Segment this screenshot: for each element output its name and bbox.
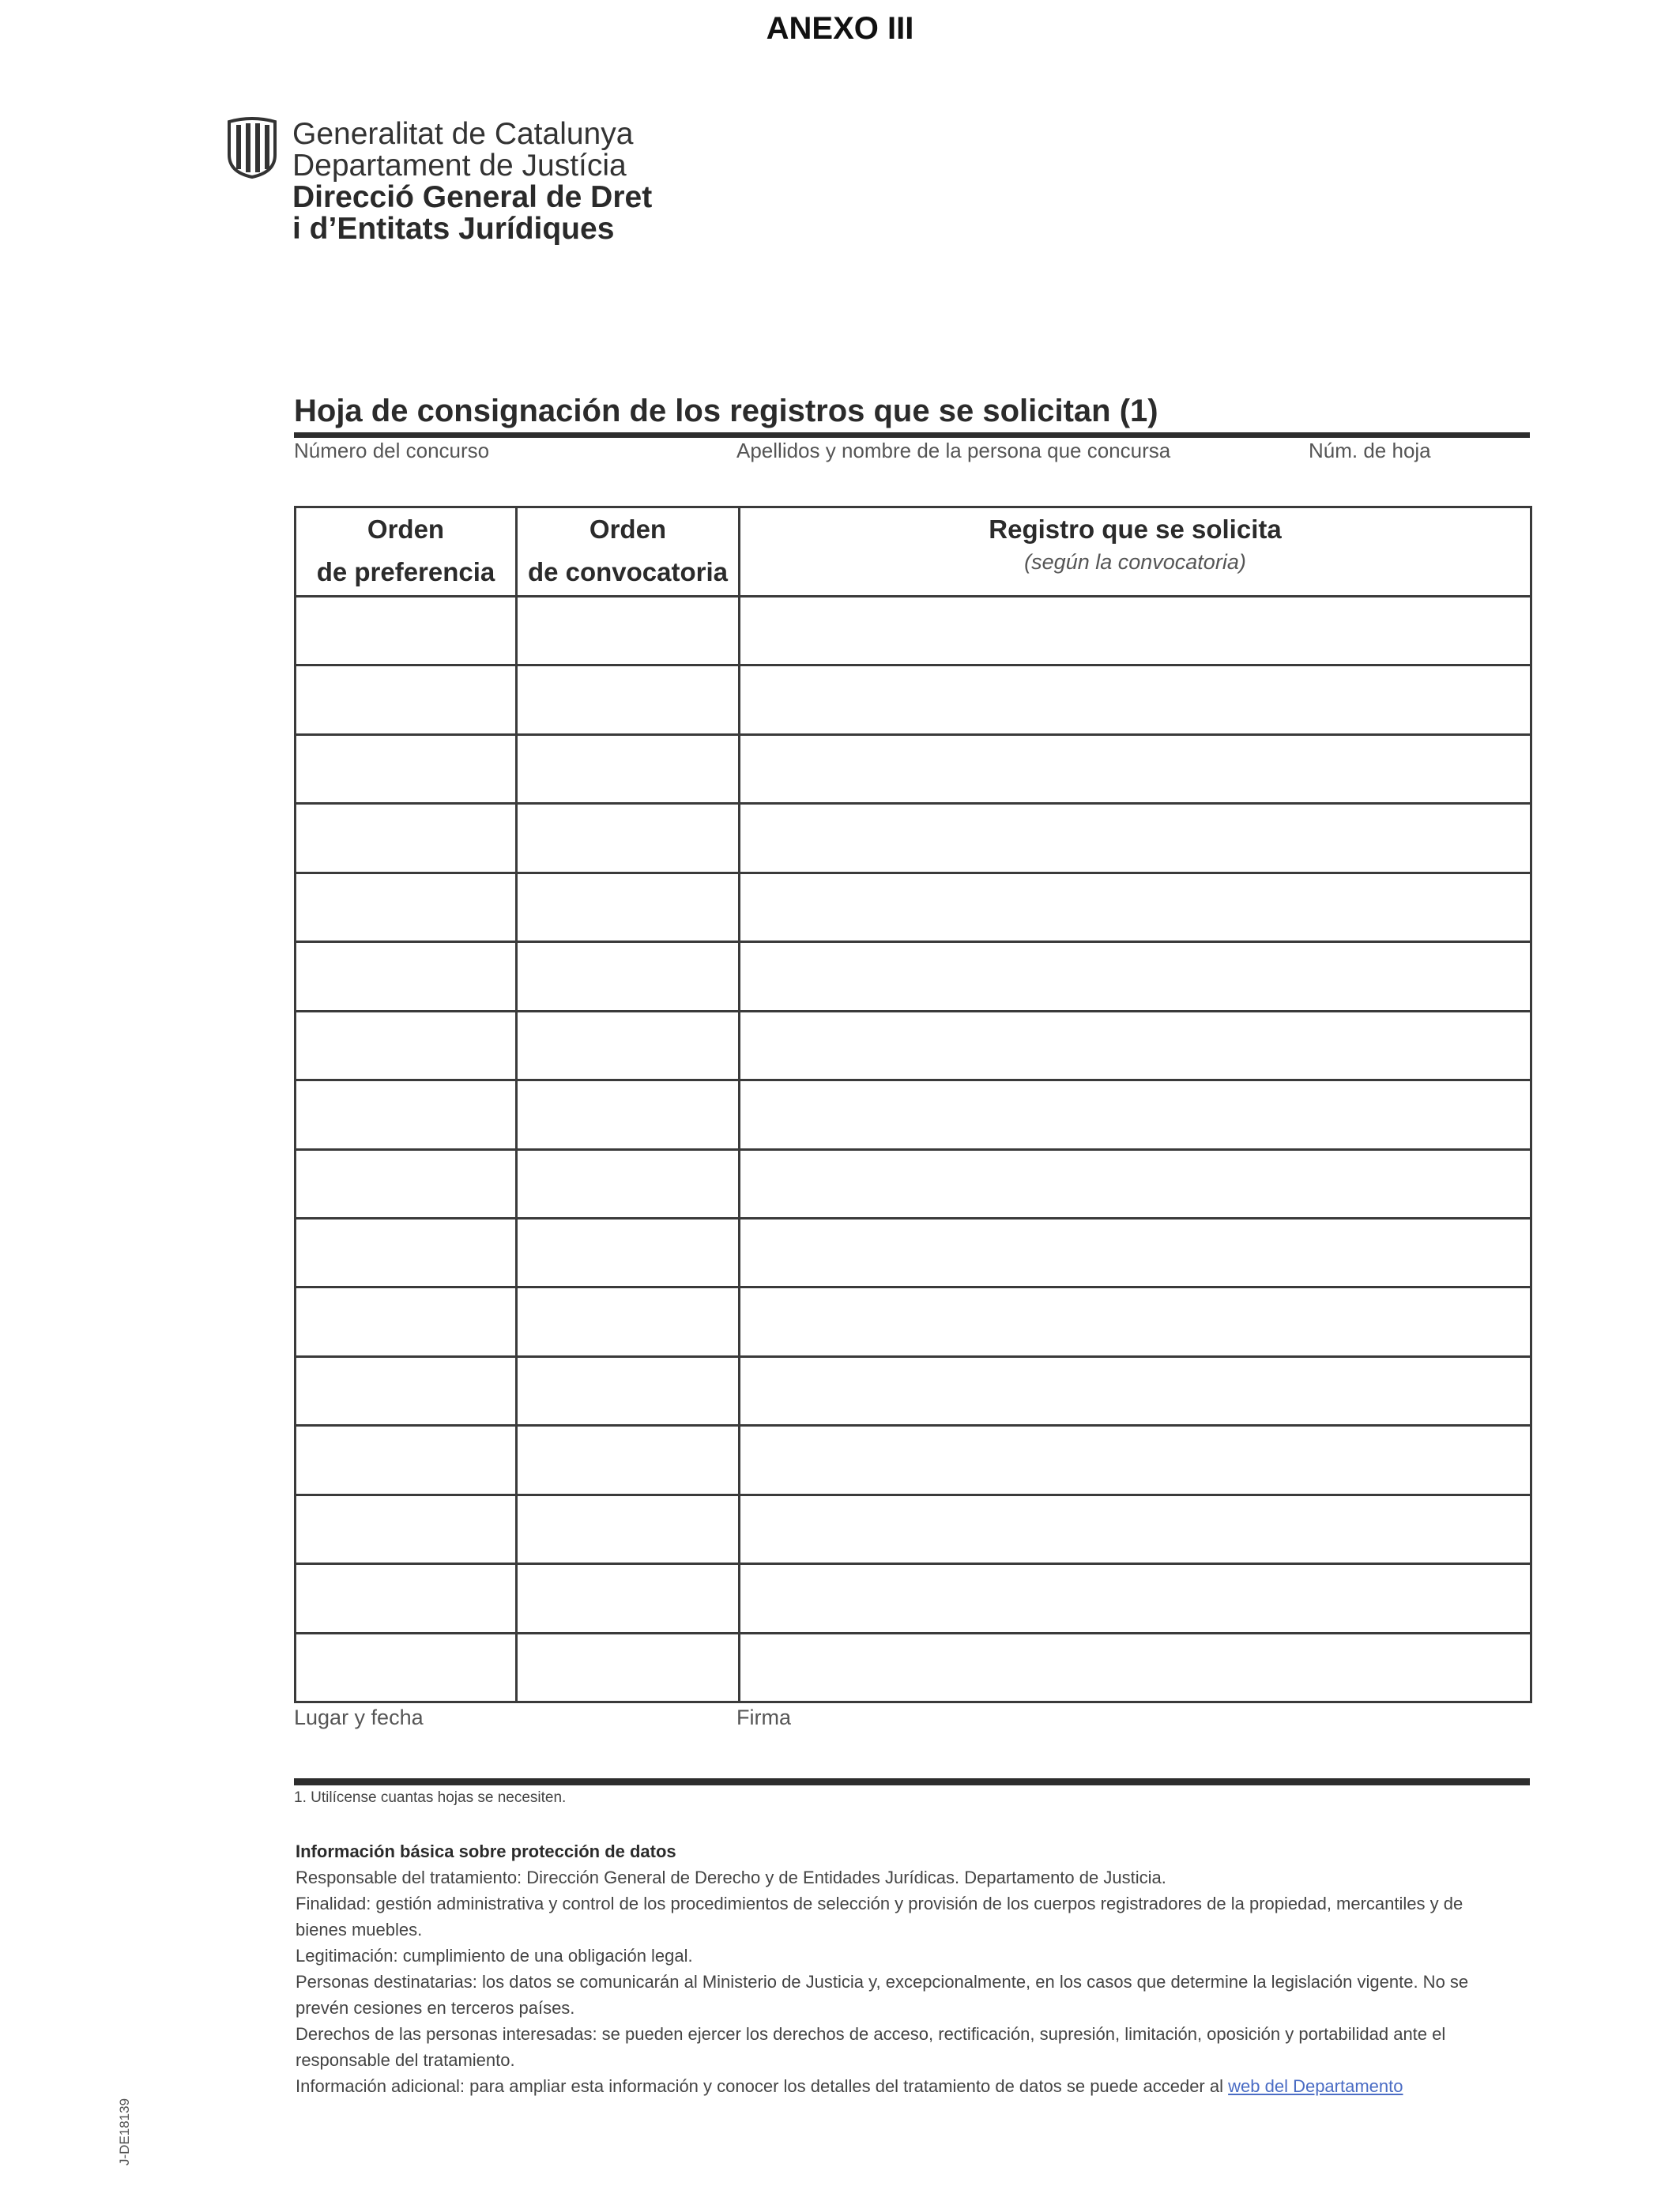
privacy-heading: Información básica sobre protección de datos	[296, 1842, 676, 1861]
table-row	[296, 1564, 1531, 1633]
registry-cell[interactable]	[740, 1426, 1531, 1495]
table-row	[296, 1011, 1531, 1080]
col-call-order-header	[517, 507, 740, 597]
table-row	[296, 1149, 1531, 1218]
call-order-cell[interactable]	[517, 1149, 740, 1218]
org-directorate: Direcció General de Dret	[292, 180, 653, 214]
table-row	[296, 665, 1531, 734]
table-row	[296, 1426, 1531, 1495]
preference-order-cell[interactable]	[296, 1149, 517, 1218]
preference-order-cell[interactable]	[296, 597, 517, 665]
table-row	[296, 1287, 1531, 1356]
registry-cell[interactable]	[740, 1564, 1531, 1633]
registry-cell[interactable]	[740, 1218, 1531, 1287]
col-registry-line1: Registro que se solicita	[989, 515, 1282, 544]
call-order-cell[interactable]	[517, 1218, 740, 1287]
registry-cell[interactable]	[740, 1356, 1531, 1425]
preference-order-cell[interactable]	[296, 873, 517, 941]
annex-title: ANEXO III	[766, 11, 914, 46]
call-order-cell[interactable]	[517, 1356, 740, 1425]
generalitat-logo-icon	[226, 117, 278, 179]
privacy-controller: Responsable del tratamiento: Dirección General de Derecho y de Entidades Jurídicas. Departamento de Justicia.	[296, 1868, 1166, 1887]
col-call-line2: de convocatoria	[527, 557, 729, 586]
table-row	[296, 1218, 1531, 1287]
preference-order-cell[interactable]	[296, 734, 517, 803]
registry-cell[interactable]	[740, 1633, 1531, 1702]
registry-cell[interactable]	[740, 665, 1531, 734]
col-preference-line1: Orden	[367, 515, 445, 544]
registry-cell[interactable]	[740, 873, 1531, 941]
privacy-rights: Derechos de las personas interesadas: se pueden ejercer los derechos de acceso, rectificación, supresión, limitación, oposición y portabilidad ante el responsable del tratamiento.	[296, 2024, 1446, 2070]
call-order-cell[interactable]	[517, 1495, 740, 1563]
document-code: J-DE18139	[117, 2098, 132, 2166]
table-row	[296, 1356, 1531, 1425]
privacy-additional	[296, 2073, 1512, 2099]
form-title: Hoja de consignación de los registros que se solicitan (1)	[294, 394, 1158, 428]
call-order-cell[interactable]	[517, 1287, 740, 1356]
col-preference-order-header	[296, 507, 517, 597]
preference-order-cell[interactable]	[296, 942, 517, 1011]
call-order-cell[interactable]	[517, 1080, 740, 1149]
call-order-cell[interactable]	[517, 597, 740, 665]
col-call-line1: Orden	[589, 515, 667, 544]
registry-cell[interactable]	[740, 734, 1531, 803]
registry-cell[interactable]	[740, 804, 1531, 873]
registry-cell[interactable]	[740, 1495, 1531, 1563]
contest-number-label: Número del concurso	[294, 439, 490, 462]
sheet-number-label: Núm. de hoja	[1309, 439, 1431, 462]
call-order-cell[interactable]	[517, 665, 740, 734]
footer-divider	[294, 1778, 1530, 1785]
org-directorate-cont: i d’Entitats Jurídiques	[292, 212, 615, 246]
preference-order-cell[interactable]	[296, 804, 517, 873]
preference-order-cell[interactable]	[296, 1633, 517, 1702]
registry-cell[interactable]	[740, 597, 1531, 665]
col-preference-line2: de preferencia	[316, 557, 495, 586]
table-row	[296, 734, 1531, 803]
preference-order-cell[interactable]	[296, 1287, 517, 1356]
preference-order-cell[interactable]	[296, 1011, 517, 1080]
registry-cell[interactable]	[740, 942, 1531, 1011]
preference-order-cell[interactable]	[296, 1080, 517, 1149]
preference-order-cell[interactable]	[296, 1426, 517, 1495]
place-date-label: Lugar y fecha	[294, 1706, 424, 1729]
preference-order-cell[interactable]	[296, 1356, 517, 1425]
privacy-recipients: Personas destinatarias: los datos se comunicarán al Ministerio de Justicia y, excepcionalmente, en los casos que determine la legislación vigente. No se prevén cesiones en terceros países.	[296, 1972, 1469, 2018]
department-web-link[interactable]: web del Departamento	[1228, 2076, 1403, 2096]
registry-cell[interactable]	[740, 1011, 1531, 1080]
preference-order-cell[interactable]	[296, 1218, 517, 1287]
col-registry-note: (según la convocatoria)	[1024, 550, 1246, 574]
preference-order-cell[interactable]	[296, 1564, 517, 1633]
registry-cell[interactable]	[740, 1149, 1531, 1218]
table-row	[296, 873, 1531, 941]
table-row	[296, 1633, 1531, 1702]
table-row	[296, 1495, 1531, 1563]
title-divider	[294, 432, 1530, 438]
footnote: 1. Utilícense cuantas hojas se necesiten.	[294, 1789, 567, 1806]
table-row	[296, 942, 1531, 1011]
privacy-purpose: Finalidad: gestión administrativa y control de los procedimientos de selección y provisión de los cuerpos registradores de la propiedad, mercantiles y de bienes muebles.	[296, 1894, 1463, 1940]
preference-order-cell[interactable]	[296, 665, 517, 734]
call-order-cell[interactable]	[517, 873, 740, 941]
org-department: Departament de Justícia	[292, 149, 627, 183]
col-registry-header	[740, 507, 1531, 597]
registry-cell[interactable]	[740, 1287, 1531, 1356]
call-order-cell[interactable]	[517, 1011, 740, 1080]
call-order-cell[interactable]	[517, 734, 740, 803]
call-order-cell[interactable]	[517, 1564, 740, 1633]
table-row	[296, 597, 1531, 665]
table-header-row	[296, 507, 1531, 597]
registry-cell[interactable]	[740, 1080, 1531, 1149]
signature-label: Firma	[736, 1706, 791, 1729]
org-name: Generalitat de Catalunya	[292, 117, 634, 151]
preference-order-cell[interactable]	[296, 1495, 517, 1563]
table-row	[296, 1080, 1531, 1149]
call-order-cell[interactable]	[517, 1633, 740, 1702]
privacy-legitimation: Legitimación: cumplimiento de una obligación legal.	[296, 1946, 693, 1966]
applicant-name-label: Apellidos y nombre de la persona que concursa	[736, 439, 1171, 462]
call-order-cell[interactable]	[517, 1426, 740, 1495]
privacy-notice	[296, 1838, 1512, 2099]
records-table	[294, 506, 1532, 1703]
call-order-cell[interactable]	[517, 942, 740, 1011]
call-order-cell[interactable]	[517, 804, 740, 873]
privacy-additional-text: Información adicional: para ampliar esta información y conocer los detalles del tratamiento de datos se puede acceder al	[296, 2076, 1223, 2096]
table-row	[296, 804, 1531, 873]
